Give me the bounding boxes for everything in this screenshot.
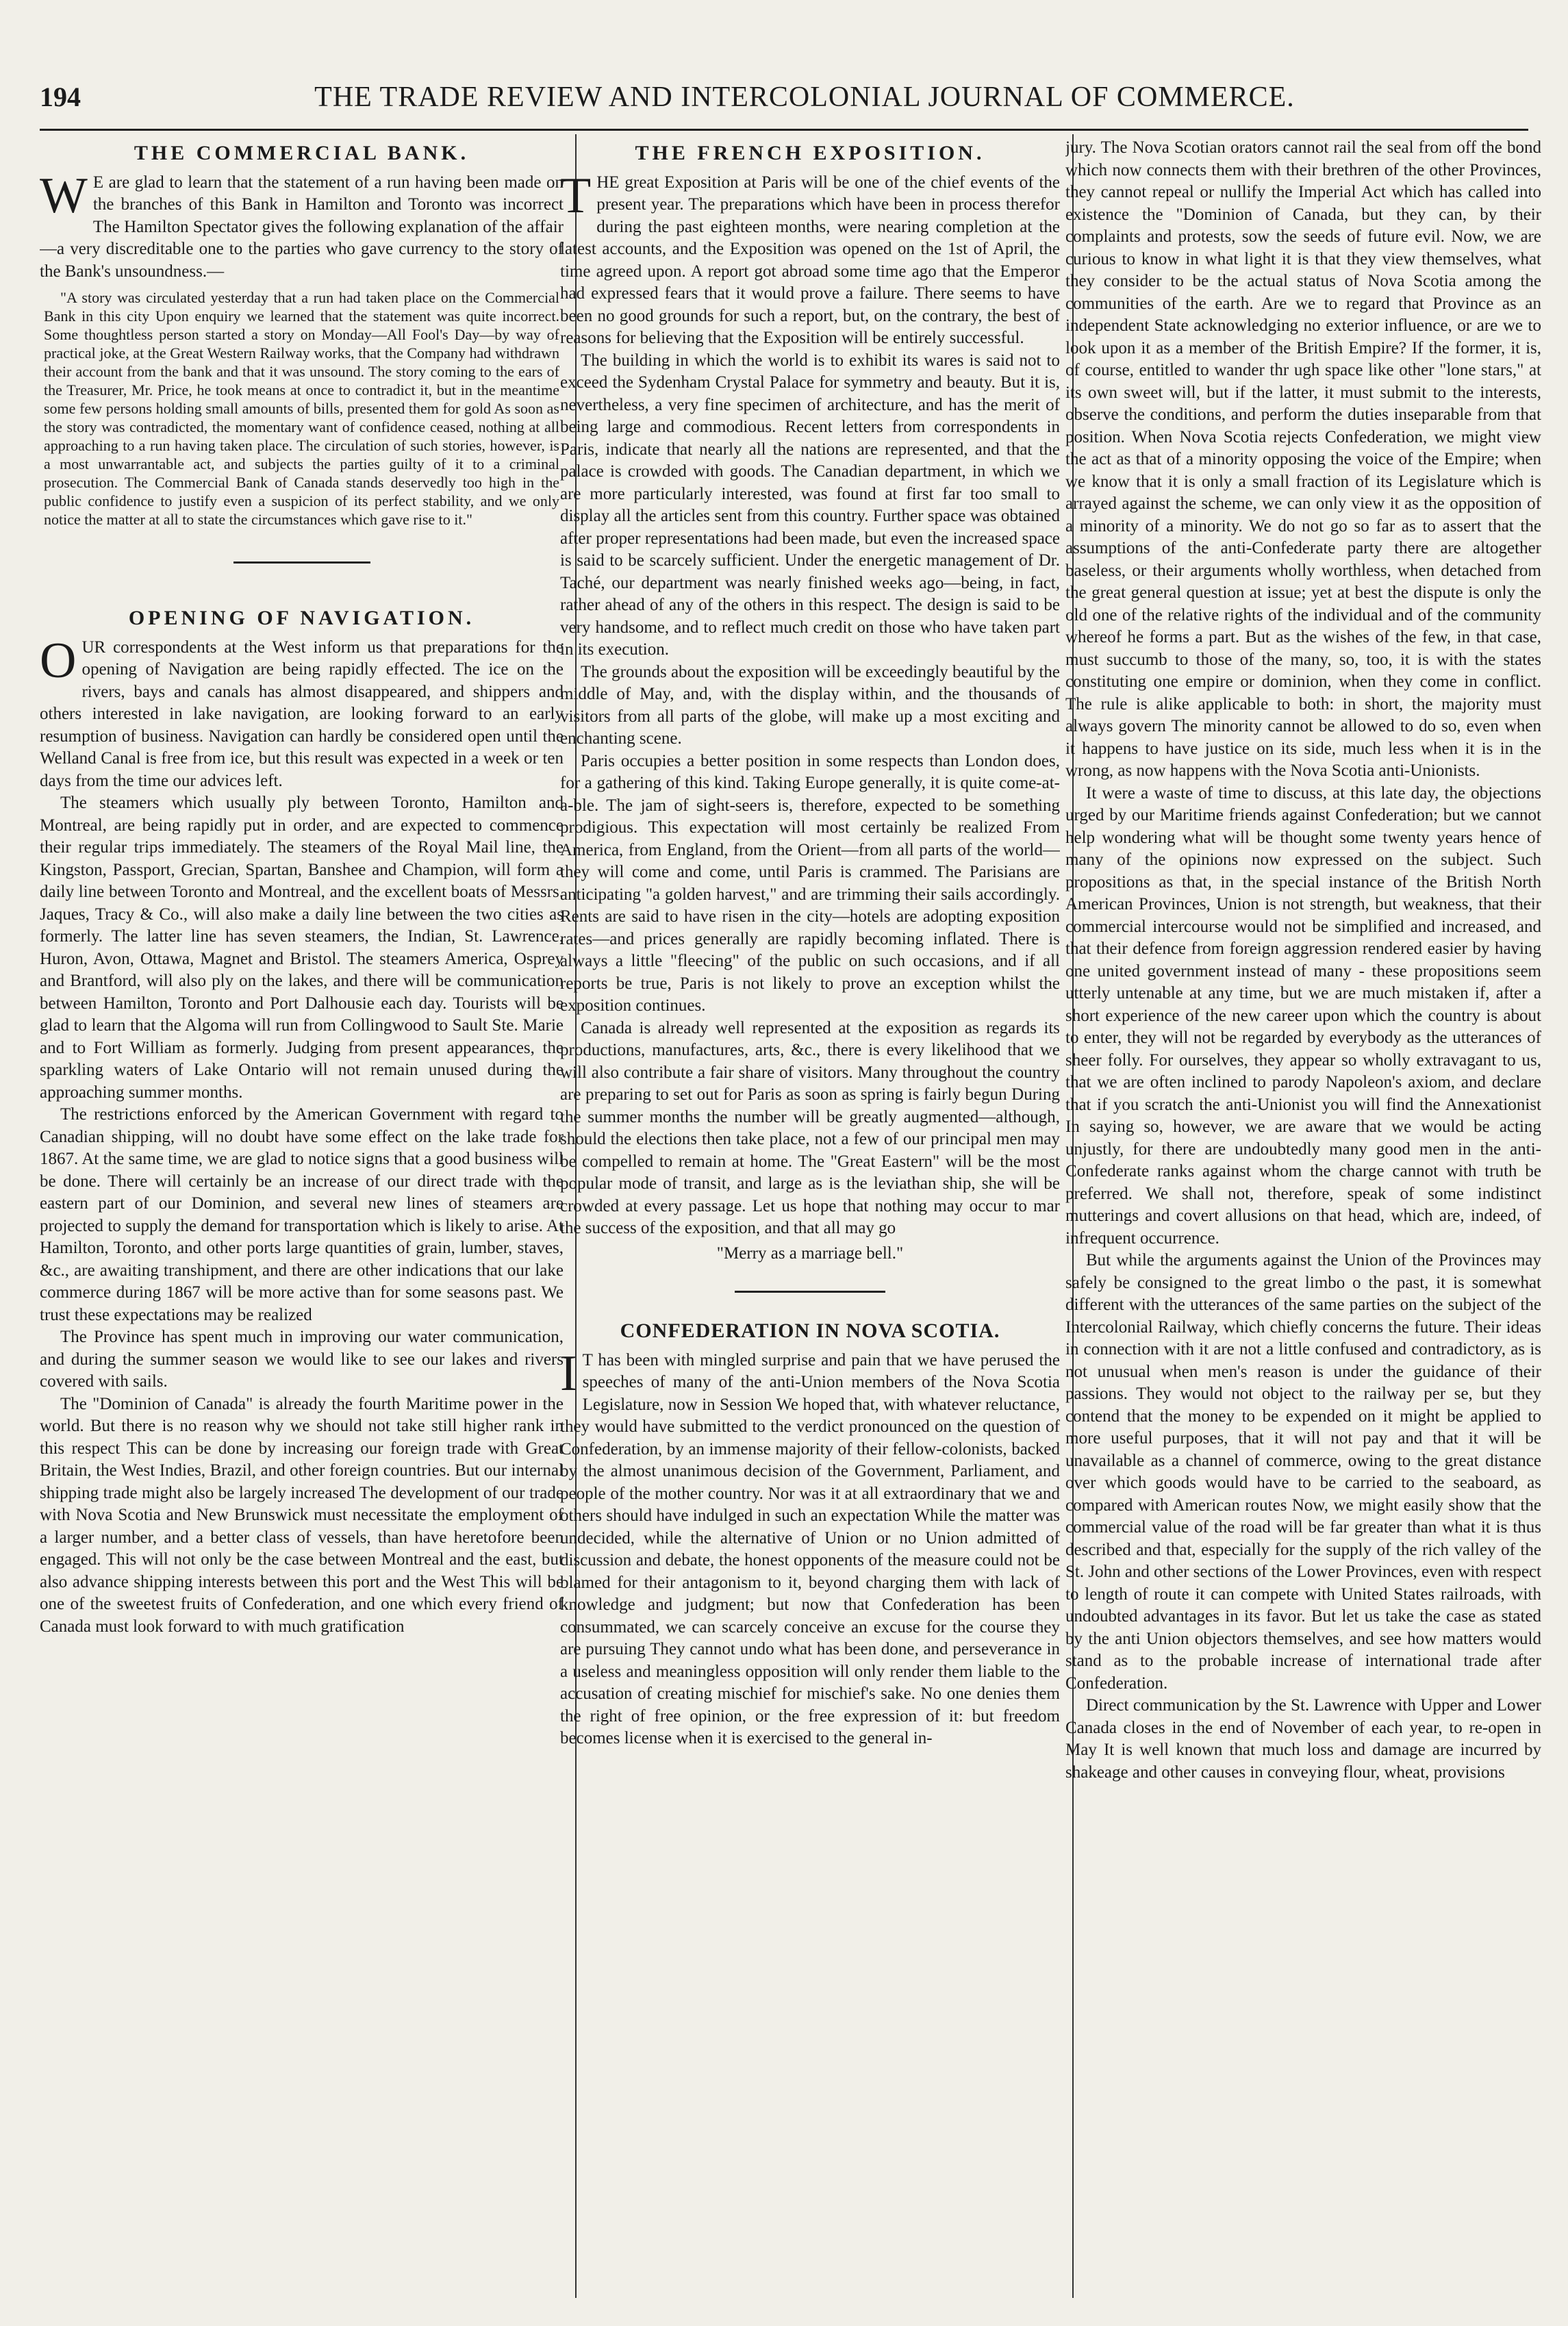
drop-cap: T <box>560 167 592 224</box>
quoted-passage: "A story was circulated yesterday that a run had taken place on the Commercial Bank in this city Upon enquiry we learned that the statement was quite incorrect. Some thoughtless person started a story on Monday—All Fool's Day—by way of practical joke, at the Great Western Railway works, that the Company had withdrawn their account from the bank and that it was unsound. The story coming to the ears of the Treasurer, Mr. Price, he took means at once to contradict it, but in the meantime some few persons holding small amounts of bills, presented them for gold As soon as the story was contradicted, the momentary want of confidence ceased, nothing at all approaching to a run having taken place. The circulation of such stories, however, is a most unwarrantable act, and subjects the parties guilty of it to a criminal prosecution. The Commercial Bank of Canada stands deservedly too high in the public confidence to justify even a suspicion of its perfect stability, and we only notice the matter at all to state the circumstances which gave rise to it." <box>44 289 559 528</box>
article-paragraph: The Province has spent much in improving our water communication, and during the summer season we would like to see our lakes and rivers covered with sails. <box>40 1328 564 1391</box>
paragraph-text: E are glad to learn that the statement of a run having been made on the branches of this Bank in Hamilton and Toronto was incorrect The Hamilton Spectator gives the following explanation of the affair—a very discreditable one to the parties who gave currency to the story of the Bank's unsoundness.— <box>40 173 564 281</box>
article-paragraph: It were a waste of time to discuss, at this late day, the objections urged by our Maritime friends against Confederation; but we cannot help wondering what will be thought some twenty years hence of many of the opinions now expressed on the subject. Such propositions as that, in the special instance of the British North American Provinces, Union is not strength, but weakness, that their commercial intercourse would not be simplified and increased, and that their defence from foreign aggression rendered easier by having one united government instead of many - these propositions seem utterly untenable at any time, but we are much mistaken if, after a short experience of the new career upon which the country is about to enter, they will not be regarded by everybody as the utterances of sheer folly. For ourselves, they appear so wholly extravagant to us, that we are often inclined to parody Napoleon's axiom, and declare that if you scratch the anti-Unionist you will find the Annexationist In saying so, however, we are aware that we would be acting unjustly, for there are undoubtedly many good men in the anti-Confederate ranks against whom the charge cannot with truth be preferred. We shall not, therefore, speak of some indistinct mutterings and covert allusions on that head, which are, indeed, of infrequent occurrence. <box>1065 783 1541 1248</box>
article-paragraph <box>560 1345 1060 1750</box>
article-paragraph: Direct communication by the St. Lawrence with Upper and Lower Canada closes in the end of November of each year, to re-open in May It is well known that much loss and damage are incurred by shakeage and other causes in conveying flour, wheat, provisions <box>1065 1696 1541 1782</box>
paragraph-text: HE great Exposition at Paris will be one of the chief events of the present year. The preparations which have been in process therefor during the past eighteen months, were nearing completion at the latest accounts, and the Exposition was opened on the 1st of April, the time agreed upon. A report got abroad some time ago that the Emperor had expressed fears that it would prove a failure. There seems to have been no good grounds for such a report, but, on the contrary, the best of reasons for believing that the Exposition will be entirely successful. <box>560 173 1060 347</box>
drop-cap: I <box>560 1345 577 1402</box>
page-header <box>40 81 1528 129</box>
article-paragraph: The building in which the world is to exhibit its wares is said not to exceed the Sydenham Crystal Palace for symmetry and beauty. But it is, nevertheless, a very fine specimen of architecture, and has the merit of being large and commodious. Recent letters from correspondents in Paris, indicate that nearly all the nations are represented, and that the palace is crowded with goods. The Canadian department, in which we are more particularly interested, was found at first far too small to display all the articles sent from this country. Further space was obtained after proper representations had been made, but even the increased space is said to be scarcely sufficient. Under the energetic management of Dr. Taché, our department was nearly finished weeks ago—being, in fact, rather ahead of any of the others in this respect. The design is said to be very handsome, and to reflect much credit on those who have taken part in its execution. <box>560 351 1060 659</box>
drop-cap: W <box>40 167 88 224</box>
article-paragraph: The steamers which usually ply between Toronto, Hamilton and Montreal, are being rapidly put in order, and are expected to commence their regular trips immediately. The steamers of the Royal Mail line, the Kingston, Passport, Grecian, Spartan, Banshee and Champion, will form a daily line between Toronto and Montreal, and the excellent boats of Messrs. Jaques, Tracy & Co., will also make a daily line between the two cities as formerly. The latter line has seven steamers, the Indian, St. Lawrence, Huron, Avon, Ottawa, Magnet and Bristol. The steamers America, Osprey and Brantford, will also ply on the lakes, and there will be communication between Hamilton, Toronto and Port Dalhousie each day. Tourists will be glad to learn that the Algoma will run from Collingwood to Sault Ste. Marie and to Fort William as formerly. Judging from present appearances, the sparkling waters of Lake Ontario will not remain unused during the approaching summer months. <box>40 794 564 1102</box>
closing-quote: "Merry as a marriage bell." <box>716 1243 904 1263</box>
drop-cap: O <box>40 632 77 689</box>
section-separator <box>233 561 370 564</box>
article-paragraph: The grounds about the exposition will be exceedingly beautiful by the middle of May, and, with the display within, and the thousands of visitors from all parts of the globe, will make up a most exciting and enchanting scene. <box>560 662 1060 748</box>
section-separator <box>735 1291 885 1293</box>
column-3 <box>1065 137 1541 2294</box>
header-rule <box>40 129 1528 131</box>
paragraph-text: UR correspondents at the West inform us that preparations for the opening of Navigation are being rapidly effected. The ice on the rivers, bays and canals has almost disappeared, and shippers and others interested in lake navigation, are looking forward to an early resumption of business. Navigation can hardly be considered open until the Welland Canal is free from ice, but this result was expected in a week or ten days from the time our advices left. <box>40 637 564 790</box>
article-title-navigation: OPENING OF NAVIGATION. <box>128 607 475 629</box>
article-paragraph <box>40 167 564 283</box>
article-paragraph: Canada is already well represented at the exposition as regards its productions, manufactures, arts, &c., there is every likelihood that we will also contribute a fair share of visitors. Many throughout the country are preparing to set out for Paris as soon as spring is fairly begun During the summer months the number will be greatly augmented—although, should the elections then take place, not a few of our principal men may be compelled to remain at home. The "Great Eastern" will be the most popular mode of transit, and large as is the leviathan ship, she will be crowded at every passage. Let us hope that nothing may occur to mar the success of the exposition, and that all may go <box>560 1018 1060 1237</box>
column-1 <box>40 137 564 2294</box>
article-title-commercial-bank: THE COMMERCIAL BANK. <box>134 142 470 164</box>
article-paragraph <box>40 632 564 793</box>
paragraph-text: T has been with mingled surprise and pain that we have perused the speeches of many of the anti-Union members of the Nova Scotia Legislature, now in Session We hoped that, with whatever reluctance, they would have submitted to the verdict pronounced on the question of Confederation, by an immense majority of their fellow-colonists, backed by the almost unanimous decision of the Government, Parliament, and people of the mother country. Nor was it at all extraordinary that we and others should have indulged in such an expectation While the matter was undecided, while the alternative of Union or no Union admitted of discussion and debate, the honest opponents of the measure could not be blamed for their antagonism to it, beyond charging them with lack of knowledge and judgment; but now that Confederation has been consummated, we can scarcely conceive an excuse for the course they are pursuing They cannot undo what has been done, and perseverance in a useless and meaningless opposition will only render them liable to the accusation of creating mischief for mischief's sake. No one denies them the right of free opinion, or the free expression of it: but freedom becomes license when it is exercised to the general in- <box>560 1350 1060 1747</box>
page-number: 194 <box>40 81 81 112</box>
article-paragraph: But while the arguments against the Union of the Provinces may safely be consigned to the great limbo o the past, it is somewhat different with the utterances of the same parties on the subject of the Intercolonial Railway, which chiefly concerns the future. Their ideas in connection with it are not a little confused and contradictory, as is not unusual when men's reason is under the guidance of their passions. They would not object to the railway per se, but they contend that the money to be expended on it might be applied to more useful purposes, that it will not pay and that it will be unavailable as a channel of commerce, owing to the great distance over which goods would have to be carried to the seaboard, as compared with American routes Now, we might easily show that the commercial value of the road will be far greater than what it is thus described and that, especially for the supply of the rich valley of the St. John and other sections of the Lower Provinces, even with respect to length of route it can compete with United States railroads, with undoubted advantages in its favor. But let us take the case as stated by the anti Union objectors themselves, and see how matters would stand as to the probable increase of international trade after Confederation. <box>1065 1251 1541 1693</box>
article-paragraph: jury. The Nova Scotian orators cannot rail the seal from off the bond which now connects them with their brethren of the other Provinces, they cannot repeal or nullify the Imperial Act which has called into existence the "Dominion of Canada, but they can, by their complaints and protests, sow the seeds of future evil. Now, we are curious to know in what light it is that they view themselves, what they consider to be the actual status of Nova Scotia among the communities of the earth. Are we to regard that Province as an independent State acknowledging no exterior influence, or are we to look upon it as a member of the British Empire? If the former, it is, of course, entitled to wander thr ugh space like other "lone stars," at its own sweet will, but if the latter, it must submit to the interests, observe the conditions, and perform the duties inseparable from that position. When Nova Scotia rejects Confederation, we might view the act as that of a minority opposing the voice of the Empire; when we know that it is only a small fraction of its Legislature which is arrayed against the scheme, we can only view it as the opposition of a minority of a minority. We do not go so far as to assert that the assumptions of the anti-Confederate party there are altogether baseless, or their arguments wholly worthless, when detached from the great general question at issue; yet at best the dispute is only the old one of the relative rights of the individual and of the community whereof he forms a part. But as the wishes of the few, in that case, must succumb to those of the many, so, too, it is with the states constituting one empire or dominion, when they come in conflict. The rule is alike applicable to both: in short, the majority must always govern The minority cannot be allowed to do so, even when it happens to have justice on its side, much less when it is in the wrong, as now happens with the Nova Scotia anti-Unionists. <box>1065 138 1541 780</box>
article-paragraph: Paris occupies a better position in some respects than London does, for a gathering of this kind. Taking Europe generally, it is quite come-at-a-ble. The jam of sight-seers is, therefore, expected to be something prodigious. This expectation will most certainly be realized From America, from England, from the Orient—from all parts of the world—they will come and come, until Paris is crammed. The Parisians are anticipating "a golden harvest," and are trimming their sails accordingly. Rents are said to have risen in the city—hotels are adopting exposition rates—and prices generally are rapidly becoming inflated. There is always a little "fleecing" of the public on such occasions, and if all reports be true, Paris is not likely to prove an exception whilst the exposition continues. <box>560 751 1060 1015</box>
article-paragraph: The "Dominion of Canada" is already the fourth Maritime power in the world. But there is no reason why we should not take still higher rank in this respect This can be done by increasing our foreign trade with Great Britain, the West Indies, Brazil, and other foreign countries. But our internal shipping trade might also be largely increased The development of our trade with Nova Scotia and New Brunswick must necessitate the employment of a larger number, and a better class of vessels, than have heretofore been engaged. This will not only be the case between Montreal and the east, but also advance shipping interests between this port and the West This will be one of the sweetest fruits of Confederation, and one which every friend of Canada must look forward to with much gratification <box>40 1394 564 1636</box>
journal-title: THE TRADE REVIEW AND INTERCOLONIAL JOURNAL OF COMMERCE. <box>314 81 1295 113</box>
article-paragraph <box>560 167 1060 350</box>
article-title-french-exposition: THE FRENCH EXPOSITION. <box>635 142 985 164</box>
column-2 <box>560 137 1060 2294</box>
article-title-confederation: CONFEDERATION IN NOVA SCOTIA. <box>620 1319 1000 1342</box>
article-paragraph: The restrictions enforced by the American Government with regard to Canadian shipping, will no doubt have some effect on the lake trade for 1867. At the same time, we are glad to notice signs that a good business will be done. There will certainly be an increase of our direct trade with the eastern part of our Dominion, and several new lines of steamers are projected to supply the demand for transportation which is likely to arise. At Hamilton, Toronto, and other ports large quantities of grain, lumber, staves, &c., are awaiting transhipment, and there are other indications that our lake commerce during 1867 will be more active than for some seasons past. We trust these expectations may be realized <box>40 1105 564 1324</box>
